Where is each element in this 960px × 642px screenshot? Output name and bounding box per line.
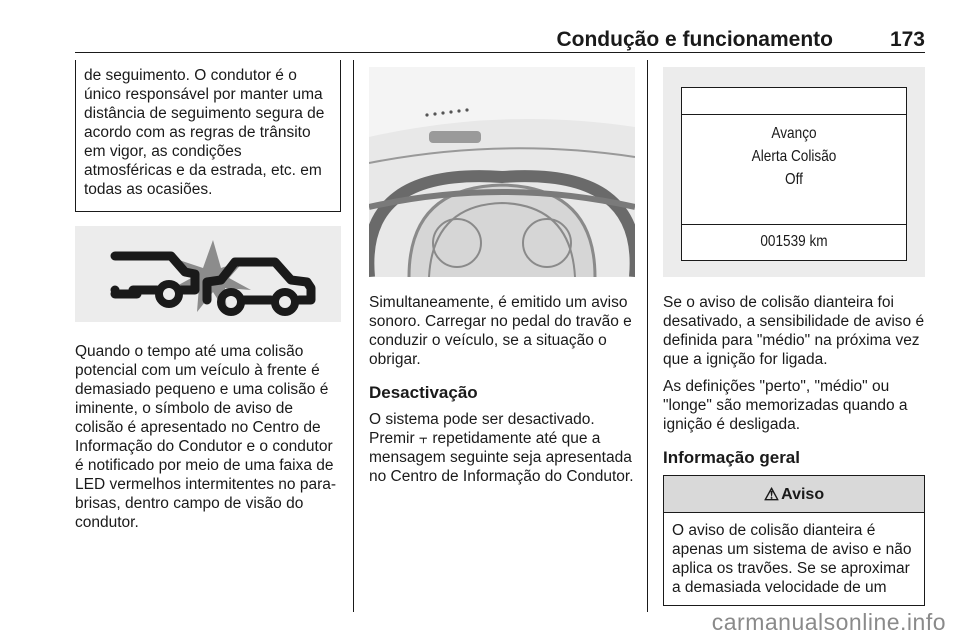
deactivated-sensitivity-paragraph: Se o aviso de colisão dianteira foi desativado, a sensibilidade de aviso é definida para "médio" na próxima vez que a ignição for ligada. xyxy=(663,294,925,368)
column-1 xyxy=(75,60,341,540)
windshield-led-icon xyxy=(369,67,635,277)
warning-text: O aviso de colisão dianteira é apenas um sistema de aviso e não aplica os travões. Se se aproximar a demasiada velocidade de um xyxy=(672,522,912,596)
info-box-continuation: de seguimento. O condutor é o único responsável por manter uma distância de seguimento segura de acordo com as regras de trânsito em vigor, as condições atmosféricas e da estrada, etc. em todas as ocasiões. xyxy=(75,60,341,212)
section-title: Condução e funcionamento xyxy=(556,28,833,51)
driver-info-display xyxy=(681,87,907,261)
deactivation-paragraph: O sistema pode ser desactivado. Premir ⫟ repetidamente até que a mensagem seguinte seja apresentada no Centro de Informação do Condutor. xyxy=(369,411,634,485)
general-info-heading: Informação geral xyxy=(663,448,800,467)
display-line-1: Avanço xyxy=(771,125,817,142)
driver-info-display-illustration xyxy=(663,67,925,277)
warning-header xyxy=(664,476,924,513)
collision-symbol-icon xyxy=(75,226,341,322)
memorized-settings-paragraph: As definições "perto", "médio" ou "longe" são memorizadas quando a ignição é desligada. xyxy=(663,378,908,433)
display-line-2: Alerta Colisão xyxy=(751,148,837,165)
display-line-3: Off xyxy=(785,171,803,188)
page-header xyxy=(75,26,925,53)
warning-box xyxy=(663,475,925,606)
deactivation-heading: Desactivação xyxy=(369,383,478,402)
collision-warning-illustration xyxy=(75,226,341,322)
warning-triangle-icon: ⚠ xyxy=(763,484,780,504)
audible-warning-paragraph: Simultaneamente, é emitido um aviso sonoro. Carregar no pedal do travão e conduzir o veículo, se a situação o obrigar. xyxy=(369,294,632,368)
odometer-reading: 001539 km xyxy=(760,233,828,250)
steering-wheel-distance-icon: ⫟ xyxy=(418,430,429,447)
watermark: carmanualsonline.info xyxy=(711,609,946,635)
page-number: 173 xyxy=(889,28,925,51)
dashboard-illustration xyxy=(369,67,635,277)
column-divider xyxy=(647,60,648,612)
column-3 xyxy=(663,60,925,606)
column-2 xyxy=(369,60,635,494)
warning-title: Aviso xyxy=(781,485,825,503)
collision-warning-paragraph: Quando o tempo até uma colisão potencial com um veículo à frente é demasiado pequeno e uma colisão é iminente, o símbolo de aviso de colisão é apresentado no Centro de Informação do Condutor e o condutor é notificado por meio de uma faixa de LED vermelhos intermitentes no para-brisas, dentro campo de visão do condutor. xyxy=(75,343,337,531)
column-divider xyxy=(353,60,354,612)
